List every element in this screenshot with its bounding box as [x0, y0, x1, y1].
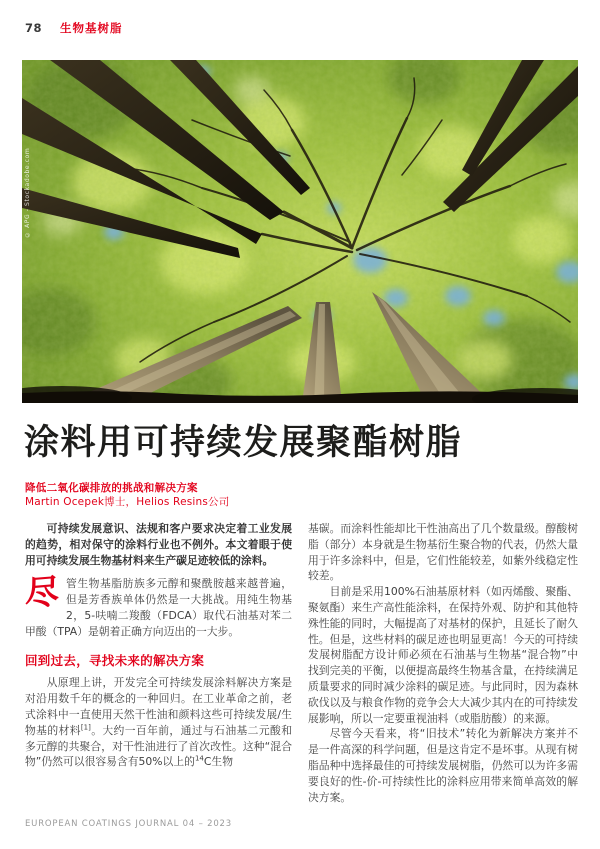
old-technology-paragraph: 尽管今天看来，将“旧技术”转化为新解决方案并不是一件高深的科学问题，但是这肯定不是坏事。从现有树脂品种中选择最佳的可持续发展树脂，仍然可以为许多需要良好的性-价-可持续性比的涂料应用带来简单高效的解决方案。 [308, 727, 578, 804]
lead-paragraph [24, 571, 292, 639]
column-left [25, 521, 292, 770]
history-paragraph [25, 675, 292, 770]
article-subtitle: 降低二氧化碳排放的挑战和解决方案 [25, 482, 198, 494]
petro-materials-paragraph: 目前是采用100%石油基原材料（如丙烯酸、聚酯、聚氨酯）来生产高性能涂料，在保持外观、防护和其他特殊性能的同时，大幅提高了对基材的保护，且延长了耐久性。但是，这些材料的碳足迹也明显更高！今天的可持续发展树脂配方设计师必须在石油基与生物基“混合物”中找到完美的平衡，以便提高最终生物基含量，在持续满足质量要求的同时减少涂料的碳足迹。与此同时，因为森林砍伐以及与粮食作物的竞争会大大减少其内在的可持续发展影响，所以一定要重视油料（或脂肪酸）的来源。 [308, 585, 578, 725]
lead-paragraph-text: 管生物基脂肪族多元醇和聚酰胺越来越普遍，但是芳香族单体仍然是一大挑战。用纯生物基2，5-呋喃二羧酸（FDCA）取代石油基对苯二甲酸（TPA）是朝着正确方向迈出的一大步。 [25, 577, 292, 638]
section-label: 生物基树脂 [60, 21, 123, 35]
forest-canopy-photo [22, 60, 578, 403]
section-heading: 回到过去，寻找未来的解决方案 [25, 652, 205, 668]
isotope-superscript: 14 [194, 754, 204, 763]
continuation-paragraph: 基碳。而涂料性能却比干性油高出了几个数量级。醇酸树脂（部分）本身就是生物基衍生聚合物的代表，仍然大量用于许多涂料中，但是，它们性能较差，如紫外线稳定性较差。 [308, 522, 578, 583]
history-text-b: 。大约一百年前，通过与石油基二元酸和多元醇的共聚合，对干性油进行了首次改性。这种“混合物”仍然可以很容易含有50%以上的 [25, 723, 293, 769]
photo-credit: © APG - Stockadobe.com [24, 147, 31, 238]
history-text-a: 从原理上讲，开发完全可持续发展涂料解决方案是对沿用数千年的概念的一种回归。在工业革命之前，老式涂料中一直使用天然干性油和颜料这些可持续发展/生物基的材料 [25, 676, 292, 737]
article-byline: Martin Ocepek博士，Helios Resins公司 [25, 496, 230, 508]
column-right [308, 521, 578, 805]
hero-photo [22, 60, 578, 403]
intro-paragraph: 可持续发展意识、法规和客户要求决定着工业发展的趋势，相对保守的涂料行业也不例外。本文着眼于使用可持续发展生物基材料来生产碳足迹较低的涂料。 [25, 522, 292, 567]
reference-marker: [1] [80, 723, 91, 732]
drop-cap: 尽 [24, 571, 60, 616]
history-text-c: C生物 [203, 755, 234, 769]
page-number: 78 [25, 21, 43, 35]
article-title: 涂料用可持续发展聚酯树脂 [24, 423, 463, 463]
journal-footer: EUROPEAN COATINGS JOURNAL 04 – 2023 [25, 819, 232, 829]
page-header [25, 20, 123, 36]
